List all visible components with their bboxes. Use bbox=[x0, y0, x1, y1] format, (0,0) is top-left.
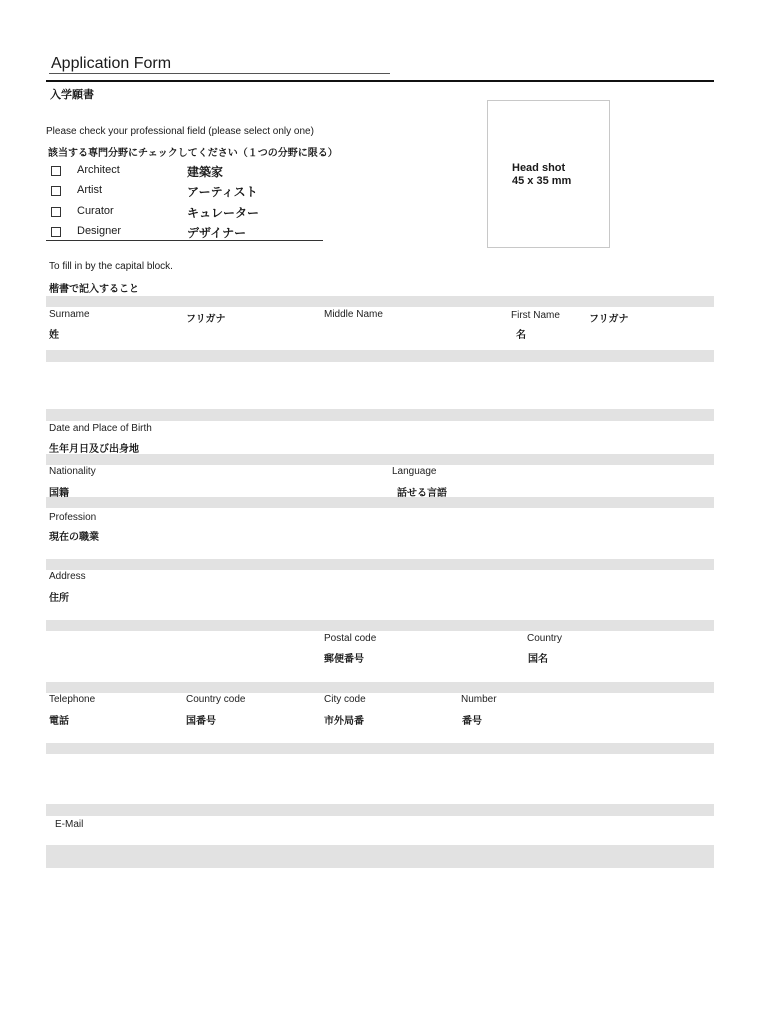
telephone-label: Telephone bbox=[49, 694, 96, 705]
option-label-ja: アーティスト bbox=[187, 185, 258, 199]
band bbox=[46, 682, 714, 693]
option-label-ja: 建築家 bbox=[187, 165, 224, 179]
title-underline bbox=[49, 73, 390, 74]
language-label: Language bbox=[392, 466, 437, 477]
checkbox-curator[interactable] bbox=[51, 207, 61, 217]
nationality-label-ja: 国籍 bbox=[49, 488, 69, 499]
country-code-label: Country code bbox=[186, 694, 246, 705]
option-label: Artist bbox=[77, 184, 103, 196]
number-label: Number bbox=[461, 694, 497, 705]
band bbox=[46, 409, 714, 421]
headshot-line1: Head shot bbox=[512, 162, 566, 174]
first-name-label: First Name bbox=[511, 310, 560, 321]
headshot-line2: 45 x 35 mm bbox=[512, 175, 572, 187]
checkbox-artist[interactable] bbox=[51, 186, 61, 196]
option-label-ja: デザイナー bbox=[187, 226, 247, 240]
band bbox=[46, 296, 714, 307]
nationality-label: Nationality bbox=[49, 466, 96, 477]
dob-label: Date and Place of Birth bbox=[49, 423, 152, 434]
option-label: Architect bbox=[77, 164, 120, 176]
band bbox=[46, 350, 714, 362]
address-label: Address bbox=[49, 571, 86, 582]
field-instruction-ja: 該当する専門分野にチェックしてください（１つの分野に限る） bbox=[48, 148, 338, 159]
email-input-band[interactable] bbox=[46, 845, 714, 868]
form-title: Application Form bbox=[51, 55, 172, 72]
band bbox=[46, 804, 714, 816]
headshot-box bbox=[487, 100, 610, 248]
checkbox-designer[interactable] bbox=[51, 227, 61, 237]
email-label: E-Mail bbox=[55, 819, 84, 830]
surname-label-ja: 姓 bbox=[49, 330, 59, 341]
city-code-label-ja: 市外局番 bbox=[324, 716, 364, 727]
options-underline bbox=[46, 240, 323, 241]
band bbox=[46, 497, 714, 508]
first-name-furigana-label: フリガナ bbox=[589, 314, 629, 325]
fill-note-ja: 楷書で記入すること bbox=[49, 284, 139, 295]
surname-furigana-label: フリガナ bbox=[186, 314, 226, 325]
band bbox=[46, 454, 714, 465]
city-code-label: City code bbox=[324, 694, 366, 705]
country-label-ja: 国名 bbox=[528, 654, 548, 665]
headshot-caption bbox=[512, 162, 571, 188]
option-label: Designer bbox=[77, 225, 122, 237]
language-label-ja: 話せる言語 bbox=[397, 488, 447, 499]
band bbox=[46, 620, 714, 631]
postal-code-label-ja: 郵便番号 bbox=[324, 654, 364, 665]
profession-label-ja: 現在の職業 bbox=[49, 532, 99, 543]
band bbox=[46, 743, 714, 754]
fill-note: To fill in by the capital block. bbox=[49, 261, 173, 272]
band bbox=[46, 559, 714, 570]
middle-name-label: Middle Name bbox=[324, 309, 383, 320]
postal-code-label: Postal code bbox=[324, 633, 377, 644]
country-label: Country bbox=[527, 633, 563, 644]
header-rule bbox=[46, 80, 714, 82]
form-title-ja: 入学願書 bbox=[50, 88, 94, 101]
country-code-label-ja: 国番号 bbox=[186, 716, 216, 727]
surname-label: Surname bbox=[49, 309, 90, 320]
telephone-label-ja: 電話 bbox=[49, 716, 69, 727]
checkbox-architect[interactable] bbox=[51, 166, 61, 176]
number-label-ja: 番号 bbox=[462, 716, 482, 727]
dob-label-ja: 生年月日及び出身地 bbox=[49, 444, 139, 455]
field-instruction: Please check your professional field (please select only one) bbox=[46, 126, 314, 137]
option-label: Curator bbox=[77, 205, 114, 217]
address-label-ja: 住所 bbox=[49, 593, 69, 604]
profession-label: Profession bbox=[49, 512, 97, 523]
first-name-label-ja: 名 bbox=[516, 330, 526, 341]
option-label-ja: キュレーター bbox=[187, 206, 260, 220]
